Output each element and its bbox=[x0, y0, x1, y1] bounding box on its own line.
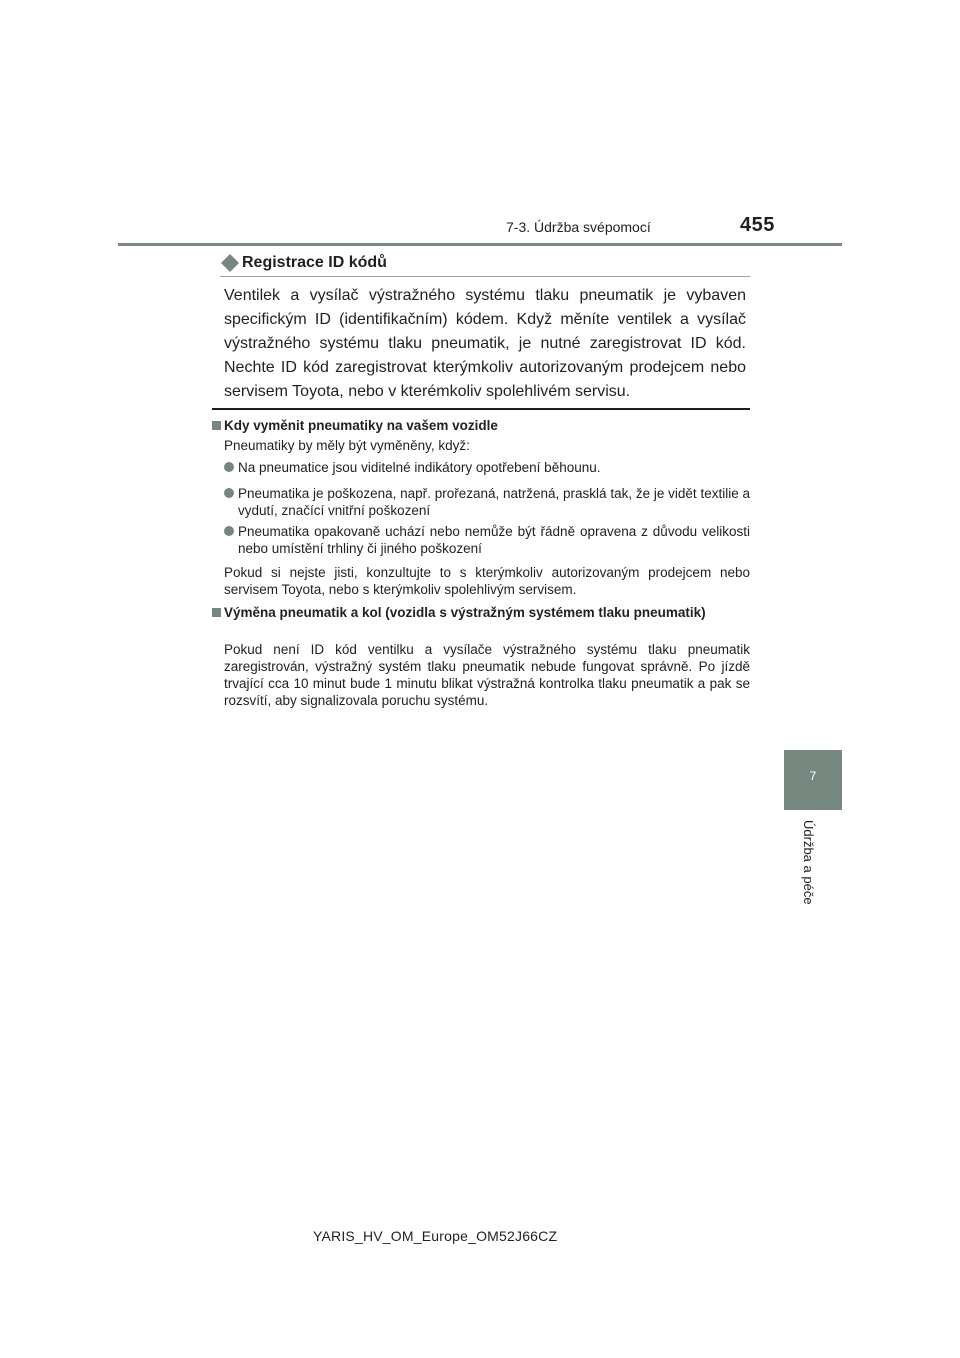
registration-paragraph bbox=[224, 284, 746, 404]
square-bullet-icon bbox=[212, 608, 221, 617]
header-divider bbox=[118, 243, 842, 246]
section2-text: Pokud není ID kód ventilku a vysílače výstražného systému tlaku pneumatik zaregistrován, výstražný systém tlaku pneumatik nebude fungovat správně. Po jízdě trvající cca 10 minut bude 1 minutu blikat výstražná kontrolka tlaku pneumatik a pak se rozsvítí, aby signalizovala poruchu systému. bbox=[224, 642, 750, 708]
section-divider bbox=[212, 408, 750, 410]
round-bullet-icon bbox=[224, 488, 234, 498]
subsection-divider bbox=[220, 276, 750, 277]
section-title: Kdy vyměnit pneumatiky na vašem vozidle bbox=[224, 418, 498, 433]
section-intro bbox=[224, 437, 750, 454]
list-item-text: Na pneumatice jsou viditelné indikátory opotřebení běhounu. bbox=[238, 460, 601, 475]
list-item bbox=[224, 459, 750, 476]
round-bullet-icon bbox=[224, 462, 234, 472]
list-item bbox=[224, 485, 750, 519]
section-heading-tire-replacement bbox=[212, 417, 752, 434]
outro-text: Pokud si nejste jisti, konzultujte to s kterýmkoliv autorizovaným prodejcem nebo servisem Toyota, nebo s kterýmkoliv spolehlivým servisem. bbox=[224, 565, 750, 597]
page-number: 455 bbox=[740, 214, 775, 236]
document-id: YARIS_HV_OM_Europe_OM52J66CZ bbox=[313, 1228, 558, 1244]
round-bullet-icon bbox=[224, 526, 234, 536]
list-item-text: Pneumatika je poškozena, např. prořezaná, natržená, prasklá tak, že je vidět textilie a vydutí, značící vnitřní poškození bbox=[238, 486, 750, 518]
list-item bbox=[224, 523, 750, 557]
section2-paragraph bbox=[224, 641, 750, 709]
chapter-number: 7 bbox=[809, 769, 817, 783]
section-heading-tire-wheel-replacement bbox=[212, 604, 752, 621]
diamond-icon bbox=[220, 253, 240, 273]
section-title: Výměna pneumatik a kol (vozidla s výstražným systémem tlaku pneumatik) bbox=[224, 605, 706, 620]
section-outro bbox=[224, 564, 750, 598]
section-header: 7-3. Údržba svépomocí bbox=[506, 219, 651, 235]
registration-text: Ventilek a vysílač výstražného systému tlaku pneumatik je vybaven specifickým ID (identifikačním) kódem. Když měníte ventilek a vysílač výstražného systému tlaku pneumatik, je nutné zaregistrovat ID kód. Nechte ID kód zaregistrovat kterýmkoliv autorizovaným prodejcem nebo servisem Toyota, nebo v kterémkoliv spolehlivém servisu. bbox=[224, 287, 746, 400]
square-bullet-icon bbox=[212, 421, 221, 430]
chapter-label: Údržba a péče bbox=[801, 820, 816, 905]
subsection-title: Registrace ID kódů bbox=[242, 254, 387, 271]
list-item-text: Pneumatika opakovaně uchází nebo nemůže být řádně opravena z důvodu velikosti nebo umístění trhliny či jiného poškození bbox=[238, 524, 750, 556]
intro-text: Pneumatiky by měly být vyměněny, když: bbox=[224, 438, 470, 453]
